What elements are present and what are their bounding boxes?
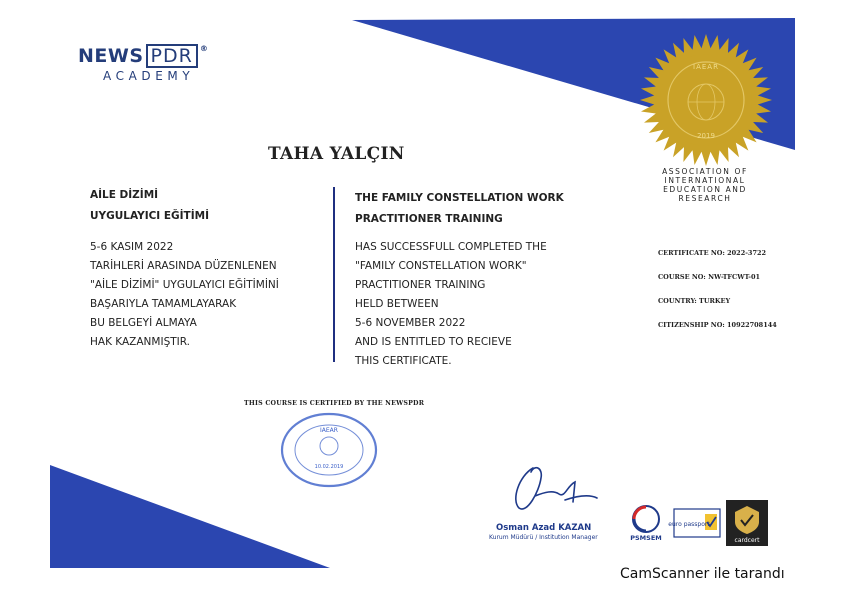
english-body-text <box>355 238 547 371</box>
turkish-body-line: 5-6 KASIM 2022 <box>90 241 174 253</box>
certificate-number: CERTIFICATE NO: 2022-3722 <box>658 249 767 257</box>
turkish-training-title <box>90 185 209 227</box>
column-divider <box>333 187 335 362</box>
english-title-line: THE FAMILY CONSTELLATION WORK <box>355 192 564 204</box>
association-line: ASSOCIATION OF <box>662 167 748 176</box>
english-title-line: PRACTITIONER TRAINING <box>355 213 503 225</box>
english-body-line: AND IS ENTITLED TO RECIEVE <box>355 336 512 348</box>
logo-subtitle: ACADEMY <box>103 69 195 83</box>
association-line: EDUCATION AND <box>663 185 747 194</box>
newspdr-logo <box>78 44 208 83</box>
logo-registered-mark: ® <box>199 44 209 53</box>
euro-passport-badge-icon <box>668 508 721 538</box>
signatory-name: Osman Azad KAZAN <box>496 523 592 533</box>
cardcert-label: cardcert <box>734 537 760 544</box>
scanner-watermark-text: CamScanner ile tarandı <box>620 566 785 582</box>
signatory-role: Kurum Müdürü / Institution Manager <box>489 534 598 541</box>
english-body-line: HELD BETWEEN <box>355 298 439 310</box>
turkish-body-text <box>90 238 279 352</box>
english-body-line: HAS SUCCESSFULL COMPLETED THE <box>355 241 547 253</box>
english-body-line: 5-6 NOVEMBER 2022 <box>355 317 466 329</box>
english-body-line: PRACTITIONER TRAINING <box>355 279 486 291</box>
logo-brand-boxed: PDR <box>146 44 198 68</box>
seal-year: 2019 <box>697 132 715 140</box>
english-body-line: "FAMILY CONSTELLATION WORK" <box>355 260 527 272</box>
logo-brand-left: NEWS <box>78 45 144 67</box>
course-number: COURSE NO: NW-TFCWT-01 <box>658 273 761 281</box>
gold-seal-icon <box>636 30 776 170</box>
turkish-body-line: HAK KAZANMIŞTIR. <box>90 336 191 348</box>
citizenship-number: CITIZENSHIP NO: 10922708144 <box>658 321 777 329</box>
english-training-title <box>355 188 564 230</box>
certificate-details <box>658 241 777 337</box>
psmsem-badge-icon <box>624 503 668 543</box>
round-stamp-icon <box>278 410 380 490</box>
certified-by-text: THIS COURSE IS CERTIFIED BY THE NEWSPDR <box>244 400 425 407</box>
stamp-date-text: 10.02.2019 <box>314 464 344 470</box>
association-line: RESEARCH <box>678 194 732 203</box>
turkish-title-line: AİLE DİZİMİ <box>90 189 159 201</box>
association-caption <box>650 167 760 203</box>
stamp-center-text: IAEAR <box>320 427 338 434</box>
english-body-line: THIS CERTIFICATE. <box>355 355 452 367</box>
cardcert-badge-icon <box>726 500 768 546</box>
country: COUNTRY: TURKEY <box>658 297 731 305</box>
turkish-body-line: "AİLE DİZİMİ" UYGULAYICI EĞİTİMİNİ <box>90 279 279 291</box>
turkish-body-line: TARİHLERİ ARASINDA DÜZENLENEN <box>90 260 277 272</box>
psmsem-label: PSMSEM <box>630 534 662 542</box>
signature-mark <box>505 456 605 522</box>
association-line: INTERNATIONAL <box>664 176 746 185</box>
euro-passport-label: euro passport <box>668 521 710 528</box>
seal-top-text: IAEAR <box>693 63 719 71</box>
turkish-title-line: UYGULAYICI EĞİTİMİ <box>90 210 209 222</box>
turkish-body-line: BU BELGEYİ ALMAYA <box>90 317 197 329</box>
turkish-body-line: BAŞARIYLA TAMAMLAYARAK <box>90 298 237 310</box>
recipient-name: TAHA YALÇIN <box>268 144 405 164</box>
